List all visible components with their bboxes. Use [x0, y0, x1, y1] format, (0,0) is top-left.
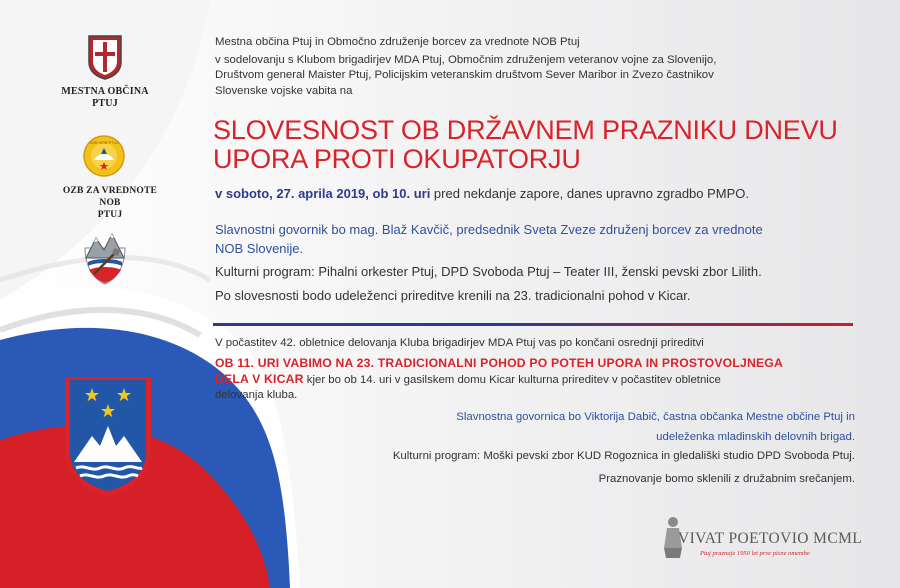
- vivat-title: VIVAT POETOVIO MCML: [678, 530, 863, 547]
- closing-line: Praznovanje bomo sklenili z družabnim srečanjem.: [598, 473, 855, 485]
- hike-details-end: delovanja kluba.: [215, 389, 298, 401]
- speaker-line-2: NOB Slovenije.: [215, 241, 304, 256]
- intro-line: Društvom general Maister Ptuj, Policijskim veteranskim društvom Sever Maribor in Zvezo častnikov: [215, 69, 714, 81]
- intro-line: v sodelovanju s Klubom brigadirjev MDA Ptuj, Območnim združenjem veteranov vojne za Slovenijo,: [215, 53, 717, 66]
- speaker2-line-2: udeleženka mladinskih delovnih brigad.: [656, 430, 855, 443]
- ptuj-logo-caption-2: PTUJ: [92, 98, 118, 109]
- slovenian-coat-of-arms: [62, 374, 154, 500]
- intro-line: Slovenske vojske vabita na: [215, 84, 353, 97]
- after-event-note: Po slovesnosti bodo udeleženci prireditve krenili na 23. tradicionalni pohod v Kicar.: [215, 288, 691, 303]
- ozb-logo-caption: OZB ZA VREDNOTE NOB: [62, 186, 158, 208]
- intro-line: Mestna občina Ptuj in Območno združenje borcev za vrednote NOB Ptuj: [215, 36, 580, 48]
- event-title: SLOVESNOST OB DRŽAVNEM PRAZNIKU DNEVU: [213, 115, 838, 145]
- ptuj-coat-of-arms-icon: [87, 34, 123, 80]
- event-title-2: UPORA PROTI OKUPATORJU: [213, 144, 581, 174]
- ozb-logo: [82, 134, 126, 178]
- ptuj-logo-caption: MESTNA OBČINA: [61, 86, 149, 97]
- hike-details: kjer bo ob 14. uri v gasilskem domu Kicar kulturna prireditev v počastitev obletnice: [303, 374, 721, 386]
- ozb-badge-text: OZB NOB PTUJ: [89, 140, 119, 145]
- second-program: Kulturni program: Moški pevski zbor KUD Rogoznica in gledališki studio DPD Svoboda Ptuj.: [392, 450, 855, 462]
- mountain-shovel-icon: [80, 228, 130, 288]
- brigadirji-logo: [80, 228, 130, 288]
- second-intro: V počastitev 42. obletnice delovanja Kluba brigadirjev MDA Ptuj vas po končani osrednji prireditvi: [215, 337, 704, 349]
- ozb-badge-icon: [82, 134, 126, 178]
- coat-of-arms-icon: [62, 374, 154, 500]
- vivat-subtitle: Ptuj praznuje 1950 let prve pisne omembe: [700, 550, 810, 557]
- section-divider: [213, 323, 853, 326]
- speaker2-line: Slavnostna govornica bo Viktorija Dabič, častna občanka Mestne občine Ptuj in: [456, 411, 855, 423]
- cultural-program: Kulturni program: Pihalni orkester Ptuj, DPD Svoboda Ptuj – Teater III, ženski pevski zbor Lilith.: [215, 264, 762, 279]
- ptuj-logo: [87, 34, 123, 80]
- hike-destination: DELA V KICAR: [215, 372, 304, 386]
- event-date: v soboto, 27. aprila 2019, ob 10. uri: [215, 186, 431, 201]
- event-location: pred nekdanje zapore, danes upravno zgradbo PMPO.: [430, 186, 750, 201]
- hike-announcement: OB 11. URI VABIMO NA 23. TRADICIONALNI POHOD PO POTEH UPORA IN PROSTOVOLJNEGA: [215, 356, 783, 370]
- vivat-logo: [658, 512, 878, 572]
- ozb-logo-caption-2: PTUJ: [97, 210, 123, 220]
- speaker-line: Slavnostni govornik bo mag. Blaž Kavčič, predsednik Sveta Zveze združenj borcev za vrednote: [215, 222, 763, 237]
